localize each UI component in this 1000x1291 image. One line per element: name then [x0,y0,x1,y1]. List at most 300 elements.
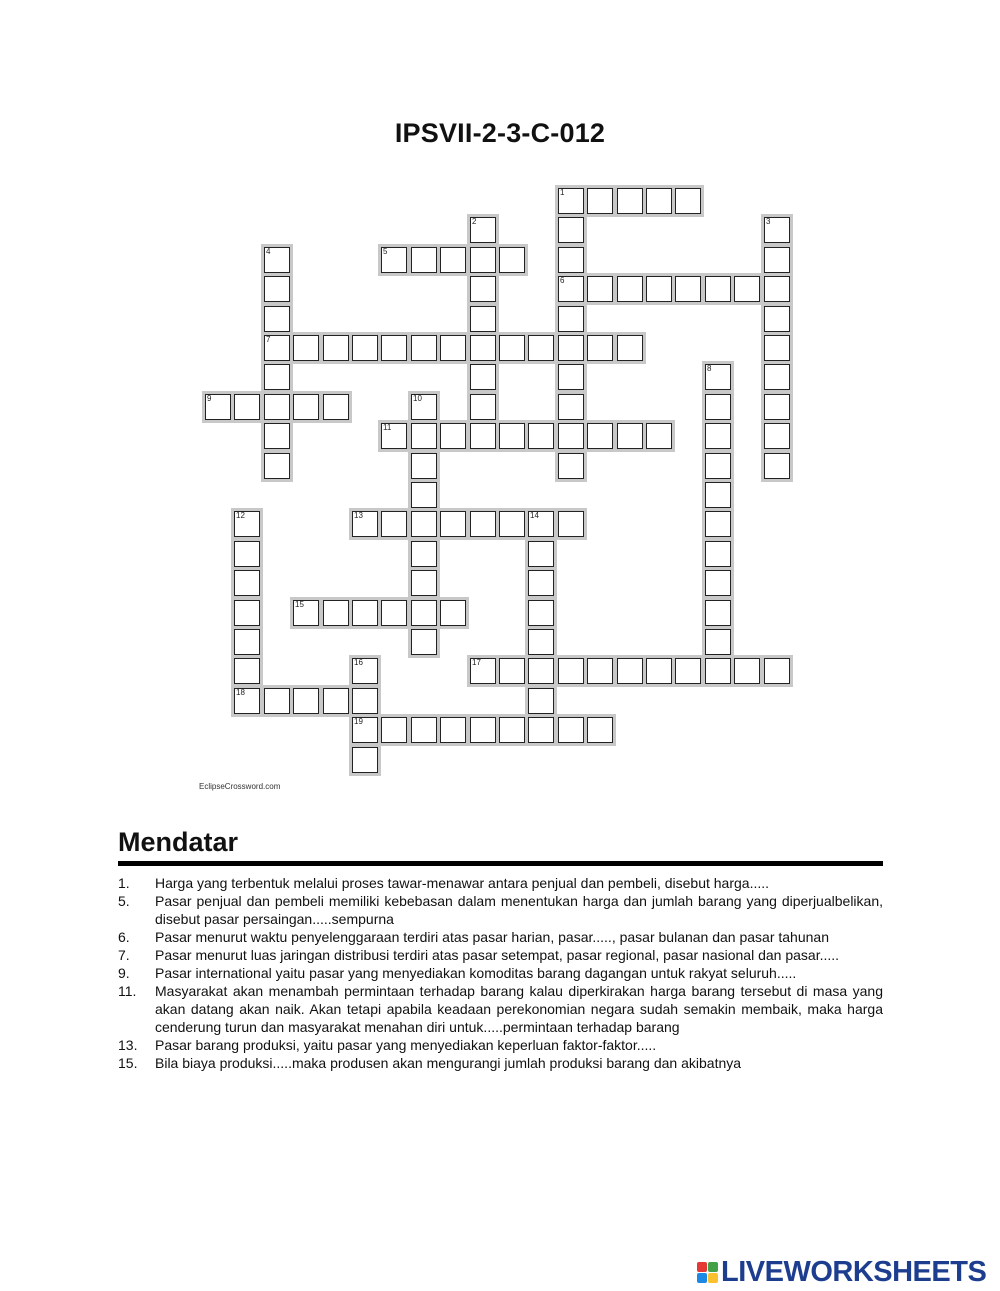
crossword-cell[interactable] [587,423,613,449]
crossword-cell-input[interactable] [382,718,406,742]
crossword-cell-input[interactable] [471,277,495,301]
crossword-cell[interactable] [764,453,790,479]
crossword-cell[interactable] [705,453,731,479]
crossword-cell[interactable] [323,335,349,361]
crossword-cell[interactable] [705,570,731,596]
crossword-cell-input[interactable] [353,659,377,683]
crossword-cell-input[interactable] [588,189,612,213]
crossword-cell-input[interactable] [412,512,436,536]
crossword-cell[interactable] [734,276,760,302]
crossword-cell-input[interactable] [529,424,553,448]
crossword-cell-input[interactable] [324,395,348,419]
crossword-cell-input[interactable] [618,424,642,448]
crossword-cell[interactable] [617,188,643,214]
crossword-cell-input[interactable] [353,718,377,742]
crossword-cell-input[interactable] [412,248,436,272]
crossword-cell[interactable] [558,247,584,273]
crossword-cell-input[interactable] [529,571,553,595]
clue-number-label: 11 [383,423,392,432]
crossword-cell-input[interactable] [706,601,730,625]
crossword-cell[interactable] [764,247,790,273]
crossword-cell-input[interactable] [618,277,642,301]
crossword-cell-input[interactable] [412,483,436,507]
crossword-cell-input[interactable] [412,395,436,419]
crossword-cell-input[interactable] [706,659,730,683]
crossword-cell-input[interactable] [500,512,524,536]
crossword-cell[interactable] [264,364,290,390]
crossword-cell[interactable] [528,688,554,714]
clue-number: 1. [118,875,130,891]
crossword-cell-input[interactable] [706,277,730,301]
crossword-cell-input[interactable] [765,307,789,331]
crossword-cell[interactable] [528,335,554,361]
crossword-cell-input[interactable] [471,512,495,536]
crossword-cell-input[interactable] [294,689,318,713]
crossword-cell[interactable] [323,600,349,626]
crossword-cell[interactable] [528,629,554,655]
crossword-cell[interactable] [558,364,584,390]
crossword-cell[interactable] [470,364,496,390]
crossword-cell[interactable] [293,688,319,714]
crossword-cell[interactable] [323,688,349,714]
crossword-cell[interactable] [264,394,290,420]
crossword-cell-input[interactable] [441,248,465,272]
crossword-cell-input[interactable] [559,336,583,360]
crossword-cell[interactable] [470,423,496,449]
crossword-cell-input[interactable] [441,512,465,536]
crossword-cell[interactable] [234,658,260,684]
crossword-cell[interactable] [293,394,319,420]
clue-number-label: 6 [560,276,565,285]
crossword-cell-input[interactable] [235,542,259,566]
crossword-cell[interactable] [381,247,407,273]
crossword-cell-input[interactable] [647,659,671,683]
clue-text: Pasar international yaitu pasar yang menyediakan komoditas barang dagangan untuk rakyat seluruh..... [155,965,797,981]
crossword-cell[interactable] [528,423,554,449]
crossword-cell-input[interactable] [206,395,230,419]
crossword-cell[interactable] [264,453,290,479]
crossword-cell[interactable] [411,453,437,479]
crossword-cell-input[interactable] [265,248,289,272]
crossword-cell-input[interactable] [588,336,612,360]
crossword-cell-input[interactable] [676,277,700,301]
clue-number: 7. [118,947,130,963]
crossword-cell-input[interactable] [559,659,583,683]
crossword-cell-input[interactable] [529,336,553,360]
crossword-cell-input[interactable] [559,277,583,301]
crossword-cell[interactable] [499,247,525,273]
crossword-cell-input[interactable] [706,395,730,419]
clue-item [118,1054,883,1072]
crossword-cell-input[interactable] [735,659,759,683]
crossword-cell-input[interactable] [324,336,348,360]
crossword-cell[interactable] [675,276,701,302]
clue-number-label: 15 [295,600,304,609]
crossword-cell-input[interactable] [559,424,583,448]
crossword-cell-input[interactable] [265,277,289,301]
crossword-cell[interactable] [411,247,437,273]
crossword-cell[interactable] [264,688,290,714]
crossword-cell[interactable] [764,335,790,361]
crossword-cell-input[interactable] [294,395,318,419]
crossword-cell[interactable] [675,658,701,684]
crossword-cell-input[interactable] [765,424,789,448]
crossword-cell-input[interactable] [706,630,730,654]
crossword-cell[interactable] [293,335,319,361]
crossword-cell[interactable] [558,276,584,302]
crossword-cell[interactable] [470,717,496,743]
crossword-cell[interactable] [264,423,290,449]
crossword-cell[interactable] [499,658,525,684]
crossword-cell-input[interactable] [706,571,730,595]
crossword-cell[interactable] [587,188,613,214]
crossword-cell[interactable] [234,688,260,714]
crossword-cell-input[interactable] [353,336,377,360]
crossword-cell[interactable] [705,600,731,626]
crossword-cell[interactable] [528,658,554,684]
crossword-cell[interactable] [440,423,466,449]
crossword-cell-input[interactable] [235,395,259,419]
crossword-cell-input[interactable] [441,336,465,360]
crossword-cell[interactable] [411,335,437,361]
crossword-cell[interactable] [587,658,613,684]
crossword-cell-input[interactable] [382,424,406,448]
crossword-cell-input[interactable] [765,395,789,419]
crossword-cell[interactable] [558,306,584,332]
clue-number-label: 18 [236,688,245,697]
crossword-cell-input[interactable] [441,424,465,448]
crossword-cell[interactable] [470,217,496,243]
crossword-cell-input[interactable] [706,424,730,448]
crossword-cell-input[interactable] [235,601,259,625]
clue-number-label: 3 [766,217,771,226]
crossword-cell-input[interactable] [765,659,789,683]
crossword-cell-input[interactable] [529,542,553,566]
clue-number-label: 5 [383,247,388,256]
crossword-cell-input[interactable] [235,571,259,595]
crossword-cell-input[interactable] [441,718,465,742]
crossword-cell-input[interactable] [765,454,789,478]
crossword-cell[interactable] [528,600,554,626]
crossword-cell-input[interactable] [471,307,495,331]
clue-item [118,982,883,1036]
crossword-cell[interactable] [764,217,790,243]
crossword-cell-input[interactable] [235,630,259,654]
crossword-cell-input[interactable] [235,512,259,536]
crossword-cell-input[interactable] [412,454,436,478]
crossword-cell-input[interactable] [412,718,436,742]
crossword-cell[interactable] [705,364,731,390]
crossword-cell[interactable] [646,276,672,302]
crossword-cell[interactable] [440,511,466,537]
crossword-cell-input[interactable] [559,307,583,331]
crossword-cell[interactable] [381,717,407,743]
crossword-cell[interactable] [528,511,554,537]
crossword-cell-input[interactable] [353,512,377,536]
logo-square-blue [697,1273,707,1283]
crossword-cell[interactable] [705,629,731,655]
crossword-cell-input[interactable] [382,601,406,625]
crossword-cell[interactable] [234,629,260,655]
crossword-cell[interactable] [646,423,672,449]
crossword-cell[interactable] [617,276,643,302]
crossword-cell[interactable] [764,423,790,449]
crossword-cell[interactable] [558,658,584,684]
crossword-cell[interactable] [470,394,496,420]
crossword-cell-input[interactable] [618,189,642,213]
crossword-cell[interactable] [528,717,554,743]
crossword-cell-input[interactable] [265,454,289,478]
crossword-cell-input[interactable] [235,659,259,683]
crossword-cell-input[interactable] [588,424,612,448]
crossword-cell[interactable] [352,717,378,743]
crossword-cell-input[interactable] [471,365,495,389]
puzzle-title: IPSVII-2-3-C-012 [394,118,606,148]
crossword-cell[interactable] [411,394,437,420]
crossword-cell[interactable] [352,747,378,773]
crossword-cell-input[interactable] [235,689,259,713]
crossword-cell[interactable] [558,717,584,743]
crossword-cell[interactable] [234,394,260,420]
crossword-cell[interactable] [234,600,260,626]
crossword-cell-input[interactable] [382,336,406,360]
crossword-cell[interactable] [675,188,701,214]
crossword-cell-input[interactable] [471,218,495,242]
crossword-cell-input[interactable] [471,248,495,272]
crossword-cell[interactable] [234,570,260,596]
crossword-cell-input[interactable] [500,248,524,272]
crossword-cell[interactable] [381,335,407,361]
clue-text: Pasar barang produksi, yaitu pasar yang menyediakan keperluan faktor-faktor..... [155,1037,657,1053]
crossword-cell-input[interactable] [382,512,406,536]
crossword-cell[interactable] [264,335,290,361]
crossword-cell[interactable] [352,688,378,714]
crossword-cell-input[interactable] [353,748,377,772]
crossword-cell[interactable] [411,629,437,655]
crossword-cell[interactable] [764,394,790,420]
crossword-cell[interactable] [440,717,466,743]
crossword-cell[interactable] [411,600,437,626]
crossword-cell-input[interactable] [529,601,553,625]
crossword-cell-input[interactable] [265,395,289,419]
crossword-cell[interactable] [558,335,584,361]
crossword-cell[interactable] [764,276,790,302]
crossword-cell-input[interactable] [382,248,406,272]
crossword-cell[interactable] [705,276,731,302]
crossword-cell[interactable] [234,541,260,567]
clue-number-label: 1 [560,188,565,197]
crossword-cell-input[interactable] [294,336,318,360]
crossword-cell[interactable] [352,600,378,626]
crossword-cell-input[interactable] [706,365,730,389]
crossword-cell-input[interactable] [471,424,495,448]
crossword-cell-input[interactable] [765,365,789,389]
crossword-cell-input[interactable] [471,395,495,419]
crossword-cell[interactable] [558,394,584,420]
crossword-cell[interactable] [528,570,554,596]
crossword-cell-input[interactable] [412,601,436,625]
crossword-cell-input[interactable] [559,248,583,272]
crossword-cell-input[interactable] [471,659,495,683]
crossword-cell-input[interactable] [294,601,318,625]
crossword-cell[interactable] [764,658,790,684]
crossword-cell[interactable] [617,335,643,361]
clue-number-label: 10 [413,394,422,403]
crossword-cell-input[interactable] [765,248,789,272]
crossword-cell[interactable] [411,570,437,596]
crossword-cell[interactable] [470,247,496,273]
crossword-cell[interactable] [411,541,437,567]
crossword-cell-input[interactable] [765,218,789,242]
crossword-cell[interactable] [646,658,672,684]
crossword-cell[interactable] [352,335,378,361]
crossword-cell-input[interactable] [265,365,289,389]
crossword-cell[interactable] [470,658,496,684]
crossword-cell[interactable] [352,658,378,684]
crossword-cell-input[interactable] [559,454,583,478]
crossword-cell[interactable] [293,600,319,626]
crossword-cell[interactable] [470,306,496,332]
crossword-cell-input[interactable] [559,365,583,389]
crossword-cell-input[interactable] [559,218,583,242]
crossword-cell[interactable] [646,188,672,214]
crossword-cell[interactable] [205,394,231,420]
crossword-cell[interactable] [381,511,407,537]
crossword-cell-input[interactable] [412,571,436,595]
crossword-cell[interactable] [705,511,731,537]
crossword-cell-input[interactable] [500,336,524,360]
crossword-cell[interactable] [234,511,260,537]
crossword-cell[interactable] [617,658,643,684]
crossword-cell[interactable] [587,335,613,361]
crossword-cell[interactable] [499,717,525,743]
crossword-cell[interactable] [558,511,584,537]
crossword-cell-input[interactable] [529,689,553,713]
crossword-cell[interactable] [470,335,496,361]
crossword-cell[interactable] [411,511,437,537]
crossword-cell[interactable] [734,658,760,684]
crossword-cell-input[interactable] [500,424,524,448]
crossword-cell[interactable] [440,600,466,626]
crossword-cell[interactable] [381,423,407,449]
crossword-cell-input[interactable] [618,659,642,683]
clue-number-label: 17 [472,658,481,667]
crossword-cell[interactable] [558,188,584,214]
crossword-cell-input[interactable] [706,512,730,536]
crossword-cell-input[interactable] [706,454,730,478]
crossword-cell-input[interactable] [559,512,583,536]
crossword-cell-input[interactable] [441,601,465,625]
crossword-cell[interactable] [558,423,584,449]
crossword-cell-input[interactable] [706,542,730,566]
crossword-cell[interactable] [264,306,290,332]
crossword-cell[interactable] [764,306,790,332]
crossword-cell-input[interactable] [353,689,377,713]
crossword-cell-input[interactable] [412,336,436,360]
crossword-cell-input[interactable] [559,395,583,419]
crossword-cell-input[interactable] [471,718,495,742]
crossword-cell-input[interactable] [500,659,524,683]
crossword-cell-input[interactable] [559,189,583,213]
crossword-cell-input[interactable] [765,277,789,301]
crossword-cell[interactable] [264,247,290,273]
clue-number-label: 13 [354,511,363,520]
crossword-cell[interactable] [587,717,613,743]
crossword-cell-input[interactable] [676,189,700,213]
crossword-cell[interactable] [558,217,584,243]
crossword-cell[interactable] [264,276,290,302]
crossword-cell-input[interactable] [529,512,553,536]
crossword-cell-input[interactable] [471,336,495,360]
crossword-cell-input[interactable] [324,689,348,713]
crossword-cell[interactable] [499,511,525,537]
crossword-cell[interactable] [705,423,731,449]
crossword-cell-input[interactable] [647,189,671,213]
crossword-cell-input[interactable] [529,659,553,683]
crossword-cell-input[interactable] [765,336,789,360]
crossword-cell-input[interactable] [588,659,612,683]
crossword-cell-input[interactable] [706,483,730,507]
clue-number: 11. [118,983,137,999]
crossword-cell[interactable] [617,423,643,449]
crossword-cell-input[interactable] [529,630,553,654]
crossword-cell[interactable] [440,335,466,361]
crossword-cell[interactable] [411,423,437,449]
crossword-cell[interactable] [528,541,554,567]
crossword-cell[interactable] [764,364,790,390]
crossword-cell-input[interactable] [735,277,759,301]
crossword-cell-input[interactable] [647,277,671,301]
clue-text: Masyarakat akan menambah permintaan terhadap barang kalau diperkirakan harga barang tersebut di masa yang akan datang akan naik. Akan tetapi apabila keadaan perekonomian negara sudah semakin membaik, maka harga cenderung turun dan masyarakat menahan diri untuk.....permintaan terhadap barang [155,983,883,1035]
crossword-cell-input[interactable] [412,630,436,654]
crossword-cell[interactable] [499,423,525,449]
crossword-cell-input[interactable] [265,307,289,331]
crossword-cell-input[interactable] [588,277,612,301]
crossword-cell[interactable] [323,394,349,420]
crossword-cell-input[interactable] [559,718,583,742]
crossword-cell[interactable] [558,453,584,479]
crossword-cell-input[interactable] [618,336,642,360]
crossword-cell-input[interactable] [324,601,348,625]
crossword-cell[interactable] [470,276,496,302]
crossword-cell[interactable] [470,511,496,537]
crossword-cell-input[interactable] [529,718,553,742]
crossword-cell[interactable] [499,335,525,361]
crossword-cell[interactable] [411,717,437,743]
crossword-cell[interactable] [381,600,407,626]
crossword-cell[interactable] [705,658,731,684]
clue-text: Bila biaya produksi.....maka produsen akan mengurangi jumlah produksi barang dan akibatnya [155,1055,742,1071]
crossword-cell-input[interactable] [265,424,289,448]
crossword-cell-input[interactable] [647,424,671,448]
clue-number: 5. [118,893,130,909]
crossword-cell[interactable] [352,511,378,537]
crossword-cell[interactable] [705,394,731,420]
crossword-cell[interactable] [440,247,466,273]
crossword-cell-input[interactable] [676,659,700,683]
crossword-cell-input[interactable] [265,689,289,713]
crossword-cell[interactable] [705,482,731,508]
crossword-cell-input[interactable] [588,718,612,742]
crossword-cell-input[interactable] [412,542,436,566]
crossword-cell[interactable] [587,276,613,302]
crossword-cell-input[interactable] [412,424,436,448]
crossword-cell-input[interactable] [500,718,524,742]
crossword-cell-input[interactable] [353,601,377,625]
crossword-cell-input[interactable] [265,336,289,360]
crossword-cell[interactable] [411,482,437,508]
crossword-cell[interactable] [705,541,731,567]
